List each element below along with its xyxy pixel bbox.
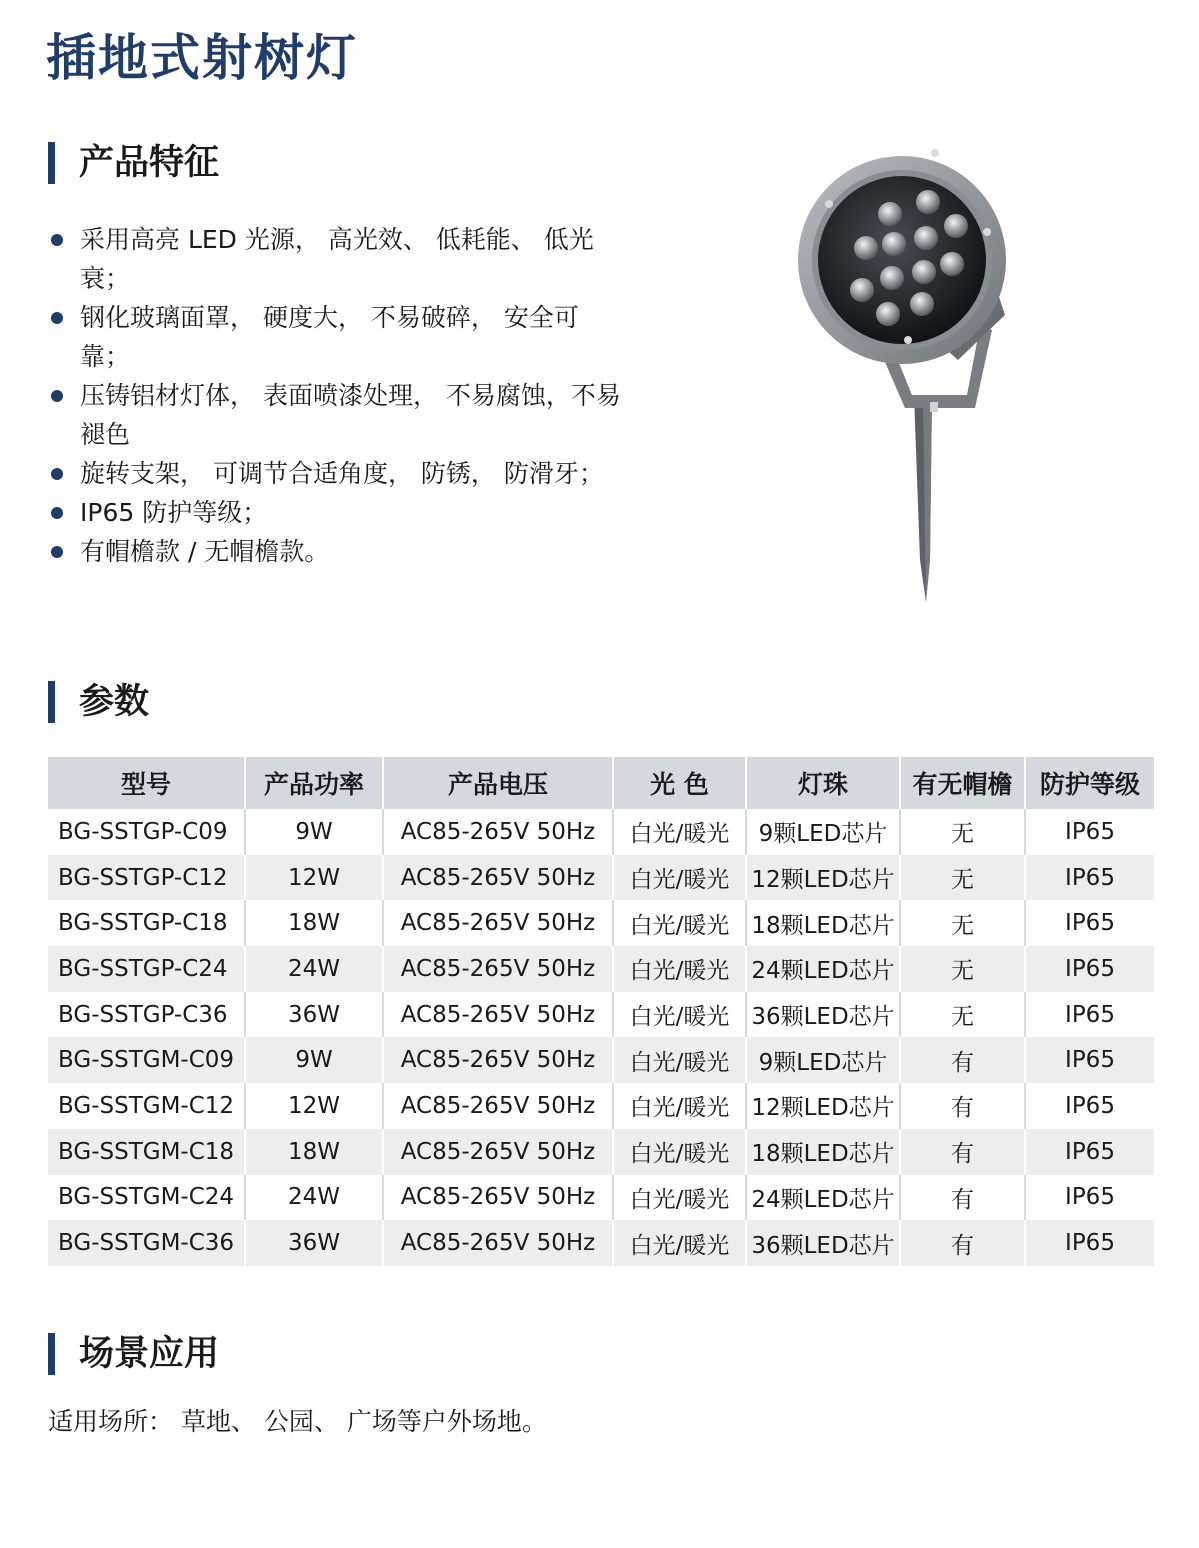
ip-cell: IP65	[1025, 1083, 1154, 1129]
model-cell: BG-SSTGP-C18	[58, 910, 228, 937]
feature-item: 采用高亮 LED 光源， 高光效、 低耗能、 低光衰；	[48, 220, 628, 298]
led-cell: 36颗LED芯片	[746, 1220, 900, 1266]
visor-cell: 有	[900, 1083, 1025, 1129]
model-cell: BG-SSTGM-C12	[58, 1092, 235, 1119]
power-cell: 24W	[245, 1175, 383, 1221]
led-cell: 36颗LED芯片	[746, 992, 900, 1038]
voltage-cell: AC85-265V 50Hz	[383, 1175, 613, 1221]
power-cell: 36W	[245, 1220, 383, 1266]
column-header: 有无帽檐	[900, 757, 1025, 809]
bullet-icon	[51, 312, 63, 324]
voltage-cell: AC85-265V 50Hz	[383, 855, 613, 901]
power-cell: 9W	[245, 1037, 383, 1083]
led-cell: 9颗LED芯片	[746, 809, 900, 855]
feature-item: 钢化玻璃面罩， 硬度大， 不易破碎， 安全可靠；	[48, 298, 628, 376]
bullet-icon	[51, 507, 63, 519]
table-row	[48, 1175, 1154, 1221]
power-cell: 18W	[245, 900, 383, 946]
model-cell: BG-SSTGM-C36	[48, 1220, 245, 1266]
color-cell: 白光/暖光	[613, 1129, 746, 1175]
led-cell: 12颗LED芯片	[746, 1083, 900, 1129]
led-cell: 9颗LED芯片	[746, 1037, 900, 1083]
feature-item: 有帽檐款 / 无帽檐款。	[48, 532, 628, 571]
table-row	[48, 1220, 1154, 1266]
led-cell: 18颗LED芯片	[746, 1129, 900, 1175]
bullet-icon	[51, 234, 63, 246]
bullet-icon	[51, 468, 63, 480]
voltage-cell: AC85-265V 50Hz	[383, 809, 613, 855]
color-cell: 白光/暖光	[613, 992, 746, 1038]
bullet-icon	[51, 546, 63, 558]
power-cell: 18W	[245, 1129, 383, 1175]
column-header: 产品电压	[383, 757, 613, 809]
visor-cell: 无	[900, 992, 1025, 1038]
model-cell: BG-SSTGP-C09	[58, 818, 228, 845]
spec-table	[48, 757, 1154, 1266]
power-cell: 12W	[245, 1083, 383, 1129]
color-cell: 白光/暖光	[613, 1220, 746, 1266]
feature-item: 压铸铝材灯体， 表面喷漆处理， 不易腐蚀，不易褪色	[48, 376, 628, 454]
table-row	[48, 900, 1154, 946]
color-cell: 白光/暖光	[613, 809, 746, 855]
color-cell: 白光/暖光	[613, 900, 746, 946]
table-row	[48, 1083, 1154, 1129]
bullet-icon	[51, 390, 63, 402]
model-cell: BG-SSTGP-C12	[48, 855, 245, 901]
power-cell: 12W	[245, 855, 383, 901]
spike-tree-light-icon	[780, 140, 1020, 610]
voltage-cell: AC85-265V 50Hz	[383, 1037, 613, 1083]
led-cell: 12颗LED芯片	[746, 855, 900, 901]
ip-cell: IP65	[1025, 946, 1154, 992]
ip-cell: IP65	[1025, 992, 1154, 1038]
application-heading: 场景应用	[48, 1333, 219, 1375]
led-cell: 24颗LED芯片	[746, 1175, 900, 1221]
visor-cell: 有	[900, 1037, 1025, 1083]
led-cell: 24颗LED芯片	[746, 946, 900, 992]
ip-cell: IP65	[1025, 855, 1154, 901]
led-cell: 18颗LED芯片	[746, 900, 900, 946]
application-text: 适用场所： 草地、 公园、 广场等户外场地。	[48, 1407, 547, 1436]
table-row	[48, 1037, 1154, 1083]
ip-cell: IP65	[1025, 1220, 1154, 1266]
power-cell: 9W	[245, 809, 383, 855]
ip-cell: IP65	[1025, 1175, 1154, 1221]
model-cell: BG-SSTGM-C18	[48, 1129, 245, 1175]
visor-cell: 有	[900, 1220, 1025, 1266]
voltage-cell: AC85-265V 50Hz	[383, 992, 613, 1038]
color-cell: 白光/暖光	[613, 1083, 746, 1129]
ip-cell: IP65	[1025, 1037, 1154, 1083]
ip-cell: IP65	[1025, 900, 1154, 946]
visor-cell: 无	[900, 946, 1025, 992]
feature-item: 旋转支架， 可调节合适角度， 防锈， 防滑牙；	[48, 454, 628, 493]
color-cell: 白光/暖光	[613, 946, 746, 992]
table-header-row	[48, 757, 1154, 809]
params-heading: 参数	[48, 681, 149, 723]
table-row	[48, 992, 1154, 1038]
table-row	[48, 946, 1154, 992]
model-cell: BG-SSTGP-C24	[48, 946, 245, 992]
model-cell: BG-SSTGM-C24	[58, 1184, 235, 1211]
table-row	[48, 855, 1154, 901]
color-cell: 白光/暖光	[613, 855, 746, 901]
visor-cell: 有	[900, 1129, 1025, 1175]
voltage-cell: AC85-265V 50Hz	[383, 1220, 613, 1266]
voltage-cell: AC85-265V 50Hz	[383, 946, 613, 992]
ip-cell: IP65	[1025, 1129, 1154, 1175]
table-row	[48, 1129, 1154, 1175]
feature-list	[48, 220, 628, 571]
voltage-cell: AC85-265V 50Hz	[383, 1083, 613, 1129]
color-cell: 白光/暖光	[613, 1037, 746, 1083]
table-row	[48, 809, 1154, 855]
power-cell: 36W	[245, 992, 383, 1038]
page-title: 插地式射树灯	[46, 29, 358, 87]
features-heading: 产品特征	[48, 142, 219, 184]
visor-cell: 无	[900, 900, 1025, 946]
column-header: 灯珠	[746, 757, 900, 809]
voltage-cell: AC85-265V 50Hz	[383, 900, 613, 946]
ip-cell: IP65	[1025, 809, 1154, 855]
column-header: 产品功率	[245, 757, 383, 809]
column-header: 型号	[48, 757, 245, 809]
visor-cell: 无	[900, 855, 1025, 901]
visor-cell: 无	[900, 809, 1025, 855]
visor-cell: 有	[900, 1175, 1025, 1221]
column-header: 防护等级	[1025, 757, 1154, 809]
feature-item: IP65 防护等级；	[48, 493, 628, 532]
column-header: 光 色	[613, 757, 746, 809]
model-cell: BG-SSTGP-C36	[58, 1001, 228, 1028]
color-cell: 白光/暖光	[613, 1175, 746, 1221]
voltage-cell: AC85-265V 50Hz	[383, 1129, 613, 1175]
model-cell: BG-SSTGM-C09	[48, 1037, 245, 1083]
power-cell: 24W	[245, 946, 383, 992]
